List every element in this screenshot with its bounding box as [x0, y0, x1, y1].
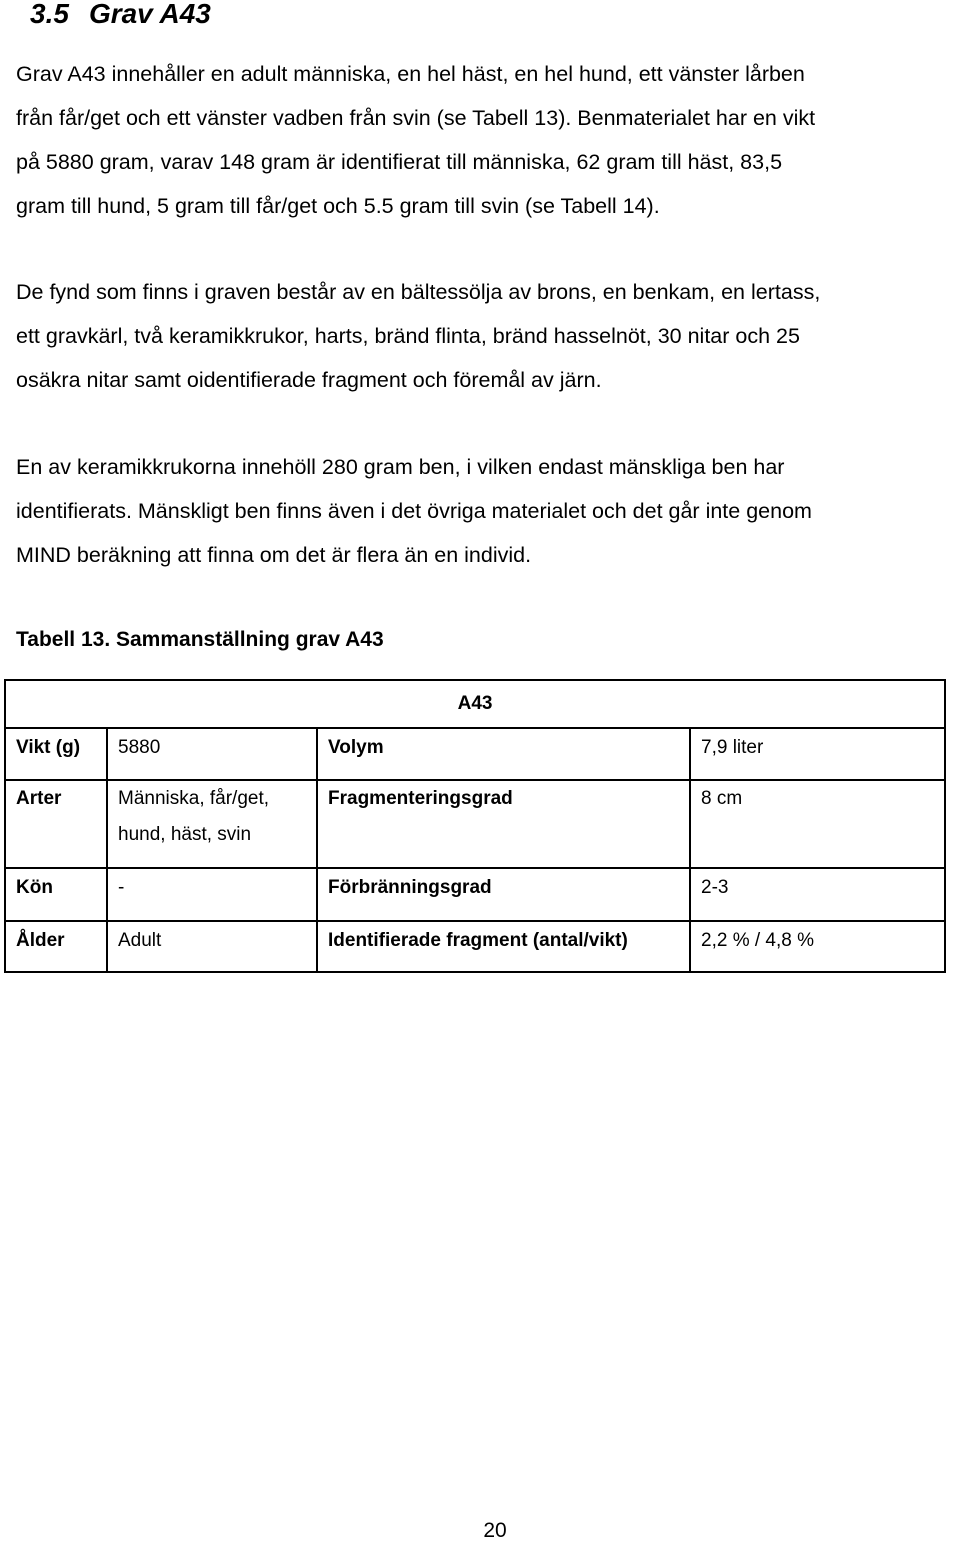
table-value-cell: 8 cm [690, 780, 945, 868]
table-row [5, 868, 945, 921]
table-label-cell: Arter [5, 780, 107, 868]
paragraph-line: En av keramikkrukorna innehöll 280 gram ben, i vilken endast mänskliga ben har [16, 455, 785, 479]
paragraph-line: osäkra nitar samt oidentifierade fragment och föremål av järn. [16, 368, 602, 392]
table-row [5, 921, 945, 972]
table-label-cell: Förbränningsgrad [317, 868, 690, 921]
table-row [5, 780, 945, 868]
table-label-cell: Volym [317, 728, 690, 780]
table-row [5, 728, 945, 780]
table-label-cell: Vikt (g) [5, 728, 107, 780]
paragraph-3 [16, 445, 960, 577]
table-value-cell [107, 780, 317, 868]
cell-line: Adult [118, 930, 162, 951]
paragraph-2 [16, 270, 960, 402]
paragraph-line: ett gravkärl, två keramikkrukor, harts, bränd flinta, bränd hasselnöt, 30 nitar och 25 [16, 324, 800, 348]
table-value-cell: 2,2 % / 4,8 % [690, 921, 945, 972]
table-label-cell: Fragmenteringsgrad [317, 780, 690, 868]
section-number: 3.5 [30, 0, 69, 29]
cell-line: Människa, får/get, [118, 788, 270, 809]
cell-line: hund, häst, svin [118, 824, 252, 845]
table-value-cell [107, 921, 317, 972]
paragraph-1 [16, 52, 960, 228]
paragraph-line: på 5880 gram, varav 148 gram är identifierat till människa, 62 gram till häst, 83,5 [16, 150, 783, 174]
table-label-cell: Kön [5, 868, 107, 921]
table-value-cell: 7,9 liter [690, 728, 945, 780]
section-heading [30, 0, 211, 30]
table-value-cell [107, 728, 317, 780]
paragraph-line: Grav A43 innehåller en adult människa, en hel häst, en hel hund, ett vänster lårben [16, 62, 805, 86]
paragraph-line: MIND beräkning att finna om det är flera än en individ. [16, 543, 532, 567]
paragraph-line: från får/get och ett vänster vadben från svin (se Tabell 13). Benmaterialet har en vikt [16, 106, 816, 130]
table-value-cell [107, 868, 317, 921]
page-number: 20 [483, 1519, 507, 1542]
table-label-cell: Ålder [5, 921, 107, 972]
summary-table [4, 679, 946, 973]
section-title: Grav A43 [88, 0, 211, 29]
paragraph-line: identifierats. Mänskligt ben finns även i det övriga materialet och det går inte genom [16, 499, 812, 523]
table-label-cell: Identifierade fragment (antal/vikt) [317, 921, 690, 972]
table-header-cell: A43 [5, 680, 945, 728]
paragraph-line: gram till hund, 5 gram till får/get och 5.5 gram till svin (se Tabell 14). [16, 194, 660, 218]
table-header-row [5, 680, 945, 728]
table-value-cell: 2-3 [690, 868, 945, 921]
cell-line: 5880 [118, 737, 161, 758]
cell-line: - [118, 877, 125, 898]
paragraph-line: De fynd som finns i graven består av en bältessölja av brons, en benkam, en lertass, [16, 280, 821, 304]
table-caption: Tabell 13. Sammanställning grav A43 [16, 628, 384, 651]
